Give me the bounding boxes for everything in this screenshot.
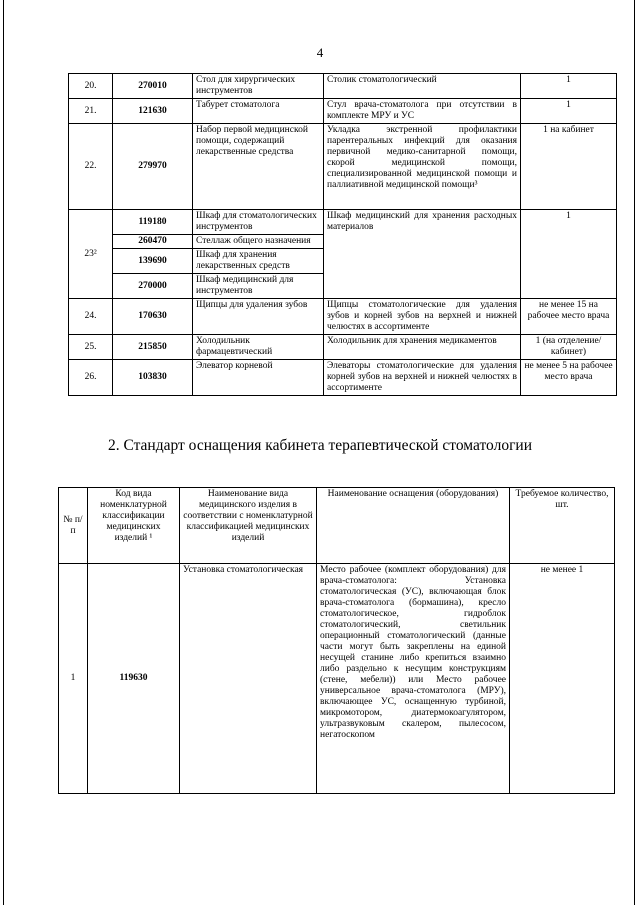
equipment-name: Укладка экстренной профилактики парентеральных инфекций для оказания первичной медико-санитарной помощи, скорой медицинской помощи, специализированной медицинской помощи и паллиативной медицинской помощи³ <box>324 124 521 210</box>
quantity: 1 <box>521 74 617 99</box>
device-name: Набор первой медицинской помощи, содержащий лекарственные средства <box>193 124 324 210</box>
nomenclature-code: 279970 <box>113 124 193 210</box>
row-number: 23² <box>69 210 113 299</box>
quantity: 1 <box>521 210 617 299</box>
nomenclature-code: 119180 <box>113 210 193 235</box>
nomenclature-code: 103830 <box>113 360 193 396</box>
table-header-row <box>59 488 615 564</box>
device-name: Установка стоматологическая <box>180 564 317 794</box>
quantity: 1 (на отделение/ кабинет) <box>521 335 617 360</box>
device-name: Стол для хирургических инструментов <box>193 74 324 99</box>
header-equipment: Наименование оснащения (оборудования) <box>317 488 510 564</box>
header-quantity: Требуемое количество, шт. <box>510 488 615 564</box>
device-name: Стеллаж общего назначения <box>193 235 324 249</box>
table-row <box>69 299 617 335</box>
row-number: 20. <box>69 74 113 99</box>
device-name: Табурет стоматолога <box>193 99 324 124</box>
nomenclature-code: 215850 <box>113 335 193 360</box>
equipment-name: Стул врача-стоматолога при отсутствии в комплекте МРУ и УС <box>324 99 521 124</box>
equipment-name: Столик стоматологический <box>324 74 521 99</box>
table-row <box>59 564 615 794</box>
header-device-name: Наименование вида медицинского изделия в соответствии с номенклатурной классификацией медицинских изделий <box>180 488 317 564</box>
table-row <box>69 335 617 360</box>
device-name: Щипцы для удаления зубов <box>193 299 324 335</box>
equipment-table-continued <box>68 73 617 396</box>
header-number: № п/п <box>59 488 88 564</box>
nomenclature-code: 270010 <box>113 74 193 99</box>
row-number: 1 <box>59 564 88 794</box>
nomenclature-code: 139690 <box>113 249 193 274</box>
equipment-name: Место рабочее (комплект оборудования) для врача-стоматолога: Установка стоматологическая (УС), включающая блок врача-стоматолога (бормашина), кресло стоматологическое, гидроблок стоматологический, светильник операционный стоматологический (данные части могут быть закреплены на единой несущей станине либо крепиться взаимно либо раздельно к несущим конструкциям (стене, мебели)) или Место рабочее универсальное врача-стоматолога (МРУ), включающее УС, оснащенную турбиной, микромотором, диатермокоагулятором, ультразвуковым скалером, пылесосом, негатоскопом <box>317 564 510 794</box>
section-heading: 2. Стандарт оснащения кабинета терапевтической стоматологии <box>107 437 533 454</box>
quantity: не менее 1 <box>510 564 615 794</box>
nomenclature-code: 260470 <box>113 235 193 249</box>
header-code: Код вида номенклатурной классификации медицинских изделий ¹ <box>88 488 180 564</box>
row-number: 26. <box>69 360 113 396</box>
equipment-standard-table <box>58 487 615 794</box>
table-row <box>69 74 617 99</box>
device-name: Элеватор корневой <box>193 360 324 396</box>
row-number: 22. <box>69 124 113 210</box>
device-name: Шкаф для стоматологических инструментов <box>193 210 324 235</box>
equipment-name: Холодильник для хранения медикаментов <box>324 335 521 360</box>
table-row <box>69 210 617 235</box>
equipment-name: Элеваторы стоматологические для удаления корней зубов на верхней и нижней челюстях в ассортименте <box>324 360 521 396</box>
device-name: Шкаф для хранения лекарственных средств <box>193 249 324 274</box>
nomenclature-code: 170630 <box>113 299 193 335</box>
equipment-name: Шкаф медицинский для хранения расходных материалов <box>324 210 521 299</box>
quantity: не менее 5 на рабочее место врача <box>521 360 617 396</box>
quantity: 1 <box>521 99 617 124</box>
nomenclature-code: 121630 <box>113 99 193 124</box>
table-row <box>69 99 617 124</box>
quantity: 1 на кабинет <box>521 124 617 210</box>
row-number: 21. <box>69 99 113 124</box>
device-name: Холодильник фармацевтический <box>193 335 324 360</box>
device-name: Шкаф медицинский для инструментов <box>193 274 324 299</box>
table-row <box>69 360 617 396</box>
page-number: 4 <box>316 45 324 60</box>
table-row <box>69 124 617 210</box>
nomenclature-code: 270000 <box>113 274 193 299</box>
quantity: не менее 15 на рабочее место врача <box>521 299 617 335</box>
row-number: 25. <box>69 335 113 360</box>
row-number: 24. <box>69 299 113 335</box>
nomenclature-code: 119630 <box>88 564 180 794</box>
equipment-name: Щипцы стоматологические для удаления зубов и корней зубов на верхней и нижней челюстях в ассортименте <box>324 299 521 335</box>
